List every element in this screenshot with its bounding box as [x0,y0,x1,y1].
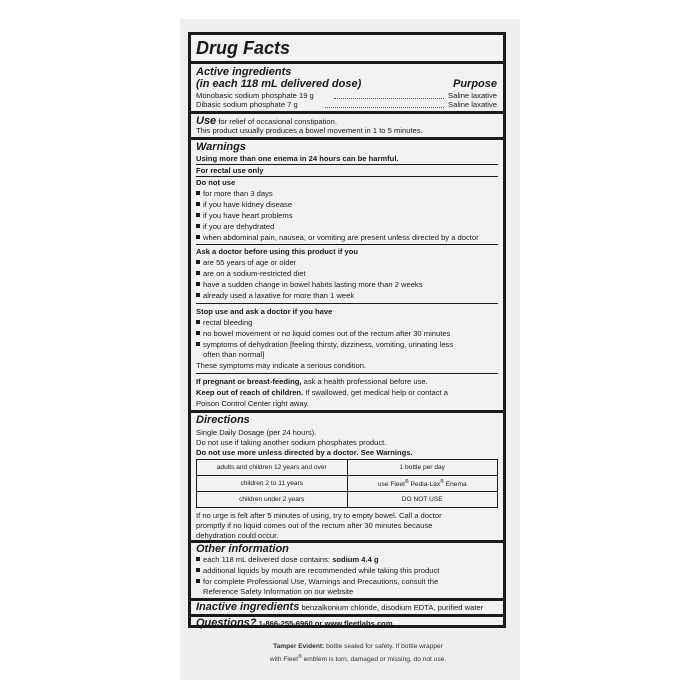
bullet-icon [196,224,200,228]
table-cell-dose: use Fleet® Pedia-Lax® Enema [347,476,498,492]
divider [196,176,498,177]
divider [191,410,503,413]
questions-heading: Questions? [196,617,257,629]
divider [196,303,498,304]
list-item: for more than 3 days [196,189,273,198]
divider [191,137,503,140]
pregnancy-warning: If pregnant or breast-feeding, ask a health professional before use. [196,377,428,386]
list-item: have a sudden change in bowel habits lasting more than 2 weeks [196,280,423,289]
tamper-evident-notice [240,642,476,665]
bullet-icon [196,331,200,335]
inactive-ingredients-heading: Inactive ingredients [196,601,300,613]
active-ingredients-heading: Active ingredients [196,66,292,78]
inactive-ingredients-text: benzalkonium chloride, disodium EDTA, purified water [301,603,484,612]
tamper-evident-line: Tamper Evident: bottle sealed for safety. If bottle wrapper [273,643,443,650]
bullet-icon [196,293,200,297]
list-item: additional liquids by mouth are recommended while taking this product [196,566,439,575]
table-row [197,476,498,492]
bullet-icon [196,557,200,561]
table-cell-age: children under 2 years [197,492,348,508]
list-item: for complete Professional Use, Warnings and Precautions, consult the [196,577,438,586]
divider [191,111,503,114]
list-item: are on a sodium-restricted diet [196,269,306,278]
list-item: rectal bleeding [196,318,252,327]
purpose-heading: Purpose [452,78,497,90]
list-item-continued: often than normal] [203,350,265,359]
table-row [197,492,498,508]
table-cell-dose: 1 bottle per day [347,460,498,476]
bullet-icon [196,568,200,572]
warnings-heading: Warnings [196,141,246,153]
drug-facts-label [188,32,506,628]
questions [196,617,393,630]
leader-dots [325,101,444,108]
bullet-icon [196,342,200,346]
rectal-use-only: For rectal use only [196,166,264,175]
directions-line: Do not use if taking another sodium phosphates product. [196,438,387,447]
dosage-table [196,459,498,508]
ingredient-row [196,91,314,100]
list-item: symptoms of dehydration [feeling thirsty, dizziness, vomiting, urinating less [196,340,453,349]
bullet-icon [196,271,200,275]
list-item: when abdominal pain, nausea, or vomiting are present unless directed by a doctor [196,233,479,242]
divider [196,164,498,165]
urge-instructions: If no urge is felt after 5 minutes of using, try to empty bowel. Call a doctor [196,511,442,520]
list-item: if you have heart problems [196,211,293,220]
keep-out-of-reach: Keep out of reach of children. If swallowed, get medical help or contact a [196,388,448,397]
bullet-icon [196,191,200,195]
directions-warning: Do not use more unless directed by a doctor. See Warnings. [196,448,413,457]
ingredient-purpose: Saline laxative [448,91,497,100]
divider [191,61,503,64]
inactive-ingredients [196,601,483,613]
serious-condition-note: These symptoms may indicate a serious condition. [196,361,367,370]
leader-dots [334,92,444,99]
directions-line: Single Daily Dosage (per 24 hours). [196,428,317,437]
ingredient-row [196,100,298,109]
other-information-heading: Other information [196,543,289,555]
bullet-icon [196,235,200,239]
enema-warning: Using more than one enema in 24 hours can be harmful. [196,154,399,163]
divider [196,373,498,374]
drug-facts-title: Drug Facts [196,38,291,58]
use-line-2: This product usually produces a bowel movement in 1 to 5 minutes. [196,126,423,135]
bullet-icon [196,282,200,286]
urge-instructions: promptly if no liquid comes out of the rectum after 30 minutes because [196,521,433,530]
list-item-continued: Reference Safety Information on our website [203,587,354,596]
list-item: if you have kidney disease [196,200,292,209]
use-heading: Use [196,115,217,127]
keep-out-of-reach-continued: Poison Control Center right away. [196,399,309,408]
list-item: already used a laxative for more than 1 week [196,291,354,300]
bullet-icon [196,579,200,583]
table-cell-age: adults and children 12 years and over [197,460,348,476]
ingredient-purpose: Saline laxative [448,100,497,109]
table-row [197,460,498,476]
list-item: are 55 years of age or older [196,258,296,267]
use-text: for relief of occasional constipation. [218,117,337,126]
stop-use-heading: Stop use and ask a doctor if you have [196,307,333,316]
list-item: each 118 mL delivered dose contains: sodium 4.4 g [196,555,379,564]
do-not-use-heading: Do not use [196,178,236,187]
urge-instructions: dehydration could occur. [196,531,279,540]
bullet-icon [196,320,200,324]
bullet-icon [196,260,200,264]
list-item: if you are dehydrated [196,222,274,231]
table-cell-age: children 2 to 11 years [197,476,348,492]
questions-contact: 1-866-255-6960 or www.fleetlabs.com [258,619,393,628]
ingredient-name: Dibasic sodium phosphate 7 g [196,100,298,109]
bullet-icon [196,213,200,217]
table-cell-dose: DO NOT USE [347,492,498,508]
directions-heading: Directions [196,414,250,426]
bullet-icon [196,202,200,206]
active-ingredients-subheading: (in each 118 mL delivered dose) [196,78,362,90]
divider [196,244,498,245]
ask-doctor-heading: Ask a doctor before using this product if you [196,247,359,256]
tamper-evident-line: with Fleet® emblem is torn, damaged or missing, do not use. [269,654,447,664]
ingredient-name: Monobasic sodium phosphate 19 g [196,91,314,100]
list-item: no bowel movement or no liquid comes out of the rectum after 30 minutes [196,329,450,338]
